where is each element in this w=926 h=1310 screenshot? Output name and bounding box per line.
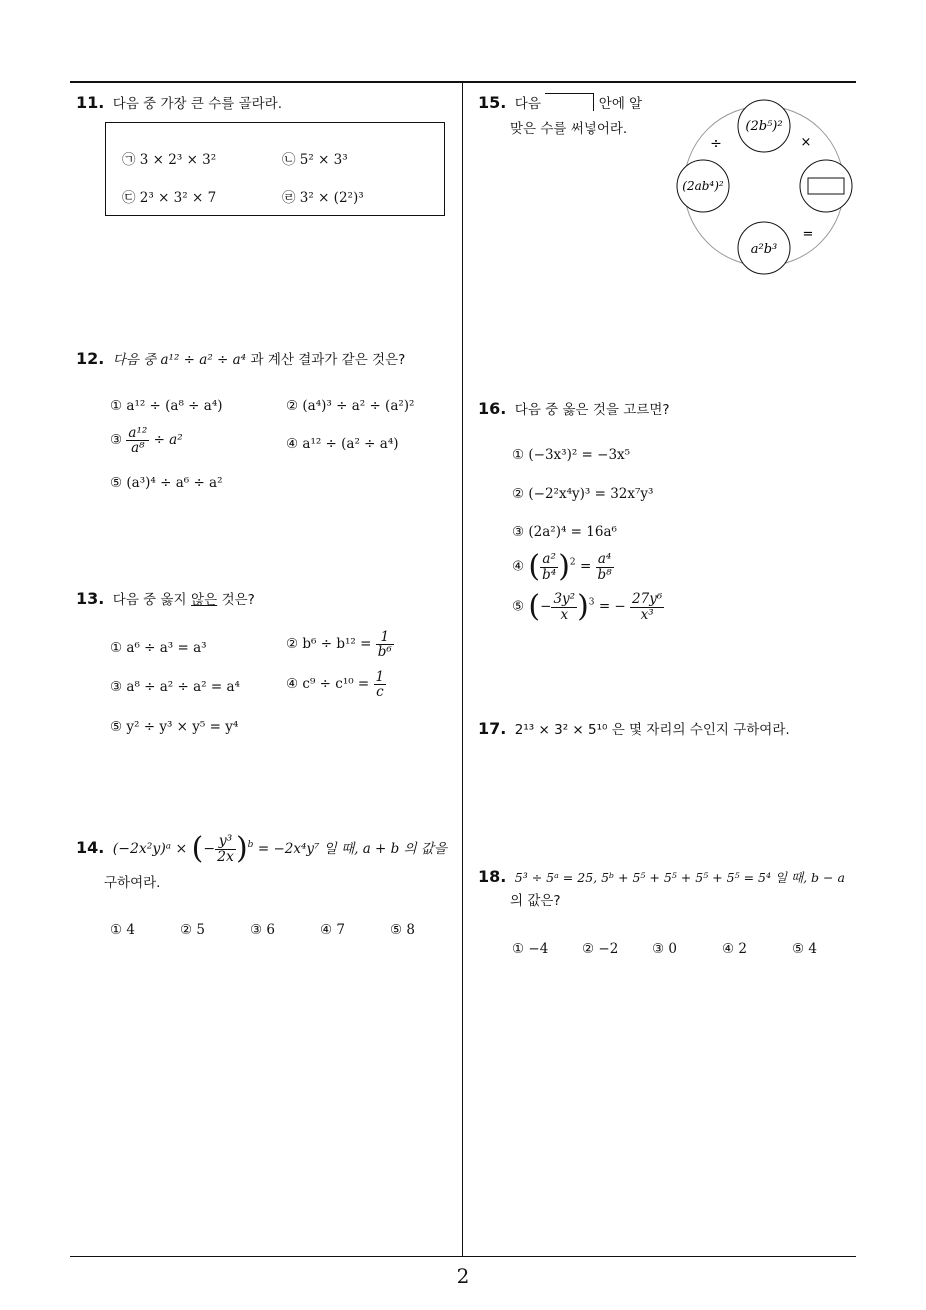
question-text: 5³ ÷ 5ᵃ = 25, 5ᵇ + 5⁵ + 5⁵ + 5⁵ + 5⁵ = 5⁴ 일 때, b − a <box>514 870 845 885</box>
cycle-diagram <box>668 92 860 284</box>
equals-sign: = − <box>598 598 626 615</box>
question-12 <box>76 348 405 370</box>
numerator: 27y⁶ <box>632 591 663 608</box>
option-marker: ④ <box>512 558 525 575</box>
question-18 <box>478 866 845 888</box>
exponent: 3 <box>588 597 595 608</box>
fraction <box>126 426 149 455</box>
left-paren: ( <box>528 589 541 624</box>
option-3[interactable] <box>110 426 183 455</box>
option-5[interactable]: ⑤ 4 <box>792 941 817 957</box>
denominator: c <box>376 684 384 701</box>
option-1[interactable]: ① (−3x³)² = −3x⁵ <box>512 447 631 463</box>
denominator: b⁶ <box>377 644 392 661</box>
question-18-line2: 의 값은? <box>510 893 561 909</box>
question-13 <box>76 588 255 610</box>
question-number: 15. <box>478 93 507 112</box>
option-1[interactable]: ① a¹² ÷ (a⁸ ÷ a⁴) <box>110 398 223 414</box>
question-number: 11. <box>76 93 105 112</box>
option-4[interactable] <box>286 670 386 699</box>
question-number: 12. <box>76 349 105 368</box>
numerator: 1 <box>376 630 394 645</box>
equals-sign: = <box>579 558 592 575</box>
fraction-lhs <box>551 592 577 621</box>
node-top-label: (2b⁵)² <box>745 119 783 134</box>
option-4[interactable]: ④ a¹² ÷ (a² ÷ a⁴) <box>286 436 399 452</box>
option-5[interactable]: ⑤ 8 <box>390 922 415 938</box>
option-3[interactable]: ③ 6 <box>250 922 275 938</box>
numerator: a⁴ <box>596 552 614 567</box>
option-1[interactable]: ① a⁶ ÷ a³ = a³ <box>110 640 207 656</box>
fraction <box>374 670 387 699</box>
question-15 <box>478 92 642 114</box>
exponent: 2 <box>569 557 576 568</box>
question-text: 과 계산 결과가 같은 것은? <box>250 352 406 368</box>
question-16 <box>478 398 670 420</box>
question-17 <box>478 718 790 740</box>
numerator: a¹² <box>128 425 148 441</box>
option-3[interactable]: ㉢ 2³ × 3² × 7 <box>122 190 217 206</box>
option-2[interactable]: ㉡ 5² × 3³ <box>282 152 348 168</box>
option-marker: ⑤ <box>512 598 525 615</box>
question-number: 13. <box>76 589 105 608</box>
answer-blank-box <box>545 93 594 111</box>
left-paren: ( <box>191 831 204 867</box>
op-multiply: × <box>800 135 812 150</box>
op-divide: ÷ <box>710 136 722 152</box>
denominator: 2x <box>217 848 234 865</box>
option-3[interactable]: ③ 0 <box>652 941 677 957</box>
question-14 <box>76 831 447 867</box>
denominator: a⁸ <box>131 440 145 457</box>
op-equals: = <box>802 227 814 242</box>
option-2[interactable] <box>286 630 394 659</box>
right-paren: ) <box>235 831 248 867</box>
denominator: x³ <box>640 606 654 623</box>
right-paren: ) <box>558 549 570 584</box>
option-5[interactable]: ⑤ y² ÷ y³ × y⁵ = y⁴ <box>110 719 239 735</box>
question-15-line2: 맞은 수를 써넣어라. <box>510 121 628 137</box>
option-marker: ③ <box>110 432 123 449</box>
option-4[interactable]: ㉣ 3² × (2²)³ <box>282 190 364 206</box>
question-text: 다음 <box>514 96 541 112</box>
denominator: x <box>560 606 569 623</box>
option-5[interactable] <box>512 589 664 624</box>
option-3[interactable]: ③ a⁸ ÷ a² ÷ a² = a⁴ <box>110 679 240 695</box>
question-expression: 다음 중 a¹² ÷ a² ÷ a⁴ <box>112 352 247 368</box>
fraction <box>376 630 394 659</box>
question-14-line2: 구하여라. <box>104 875 161 891</box>
question-number: 17. <box>478 719 507 738</box>
exponent: b <box>247 840 254 851</box>
option-4[interactable]: ④ 2 <box>722 941 747 957</box>
question-text-end: 것은? <box>221 592 255 608</box>
question-number: 14. <box>76 838 105 858</box>
numerator: 3y² <box>553 591 576 608</box>
question-text-cont: 안에 알 <box>598 96 643 112</box>
lhs-expression: (−2x²y)ᵃ × <box>112 841 188 858</box>
numerator: a² <box>540 552 558 567</box>
option-expression: ② b⁶ ÷ b¹² = <box>286 636 372 653</box>
question-number: 16. <box>478 399 507 418</box>
option-3[interactable]: ③ (2a²)⁴ = 16a⁶ <box>512 524 617 540</box>
rhs-expression: = −2x⁴y⁷ 일 때, a + b 의 값을 <box>257 841 447 858</box>
denominator: b⁸ <box>597 566 612 583</box>
option-4[interactable]: ④ 7 <box>320 922 345 938</box>
option-1[interactable]: ㉠ 3 × 2³ × 3² <box>122 152 217 168</box>
fraction-rhs <box>630 592 664 621</box>
right-paren: ) <box>577 589 589 624</box>
minus-sign: − <box>540 598 552 615</box>
option-2[interactable]: ② −2 <box>582 941 619 957</box>
numerator: 1 <box>375 669 385 685</box>
option-1[interactable]: ① 4 <box>110 922 135 938</box>
node-bottom-label: a²b³ <box>750 242 778 257</box>
question-underlined-text: 않은 <box>191 592 218 608</box>
option-4[interactable] <box>512 549 614 584</box>
column-divider <box>462 82 463 1257</box>
option-2[interactable]: ② (a⁴)³ ÷ a² ÷ (a²)² <box>286 398 415 414</box>
denominator: b⁴ <box>542 566 557 583</box>
numerator: y³ <box>215 834 236 850</box>
left-paren: ( <box>528 549 541 584</box>
fraction-rhs <box>596 552 614 581</box>
fraction-lhs <box>540 552 558 581</box>
minus-sign: − <box>203 841 216 858</box>
question-text: 2¹³ × 3² × 5¹⁰ 은 몇 자리의 수인지 구하여라. <box>514 722 790 738</box>
question-text: 다음 중 가장 큰 수를 골라라. <box>112 96 282 112</box>
option-2[interactable]: ② (−2²x⁴y)³ = 32x⁷y³ <box>512 486 654 502</box>
top-rule <box>70 81 856 83</box>
page-number: 2 <box>456 1264 470 1288</box>
option-tail: ÷ a² <box>153 432 183 449</box>
question-number: 18. <box>478 867 507 886</box>
question-text: 다음 중 옳은 것을 고르면? <box>514 402 670 418</box>
answer-box[interactable] <box>808 178 844 194</box>
node-left-label: (2ab⁴)² <box>682 179 724 193</box>
option-expression: ④ c⁹ ÷ c¹⁰ = <box>286 676 370 693</box>
option-1[interactable]: ① −4 <box>512 941 549 957</box>
option-2[interactable]: ② 5 <box>180 922 205 938</box>
question-11 <box>76 92 282 114</box>
fraction <box>215 834 236 864</box>
option-5[interactable]: ⑤ (a³)⁴ ÷ a⁶ ÷ a² <box>110 475 223 491</box>
question-text: 다음 중 옳지 <box>112 592 187 608</box>
bottom-rule <box>70 1256 856 1257</box>
